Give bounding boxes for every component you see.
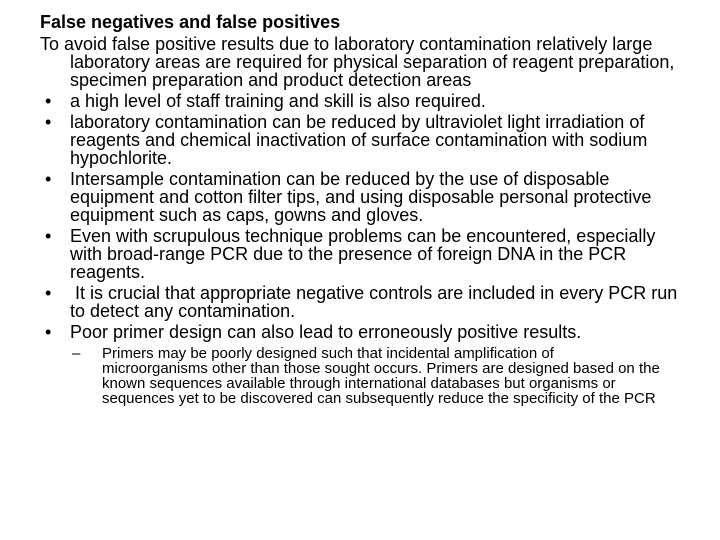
bullet-text: Even with scrupulous technique problems can be encountered, especially with broad-range PCR due to the presence of foreign DNA in the PCR reagents. [70, 226, 656, 282]
dash-icon: – [72, 345, 81, 362]
sub-bullet-text: Primers may be poorly designed such that incidental amplification of microorganisms other than those sought occurs. Primers are designed based on the known sequences available through international databases but organisms or sequences yet to be discovered can subsequently reduce the specificity of the PCR [102, 345, 660, 407]
bullet-item [40, 170, 680, 224]
bullet-dot-icon: • [45, 226, 52, 246]
bullet-dot-icon: • [45, 91, 52, 111]
bullet-item [40, 323, 680, 341]
bullet-text: Poor primer design can also lead to erroneously positive results. [70, 322, 582, 342]
slide-content [40, 10, 683, 407]
bullet-dot-icon: • [45, 169, 52, 189]
bullet-item [40, 283, 683, 321]
bullet-item [40, 92, 680, 110]
bullet-list [40, 91, 683, 342]
bullet-dot-icon: • [45, 322, 52, 342]
bullet-item [40, 227, 680, 281]
sub-bullet-item [40, 346, 662, 406]
bullet-text: It is crucial that appropriate negative controls are included in every PCR run to detect any contamination. [70, 283, 683, 321]
bullet-text: a high level of staff training and skill is also required. [70, 91, 486, 111]
bullet-item [40, 113, 680, 167]
bullet-dot-icon: • [45, 112, 52, 132]
slide-title: False negatives and false positives [40, 12, 341, 32]
sub-bullet-list [40, 346, 680, 406]
bullet-dot-icon: • [45, 283, 52, 303]
bullet-text: Intersample contamination can be reduced by the use of disposable equipment and cotton filter tips, and using disposable personal protective equipment such as caps, gowns and gloves. [70, 169, 652, 225]
intro-paragraph: To avoid false positive results due to laboratory contamination relatively large laboratory areas are required for physical separation of reagent preparation, specimen preparation and product detection areas [40, 34, 675, 90]
bullet-text: laboratory contamination can be reduced by ultraviolet light irradiation of reagents and chemical inactivation of surface contamination with sodium hypochlorite. [70, 112, 648, 168]
